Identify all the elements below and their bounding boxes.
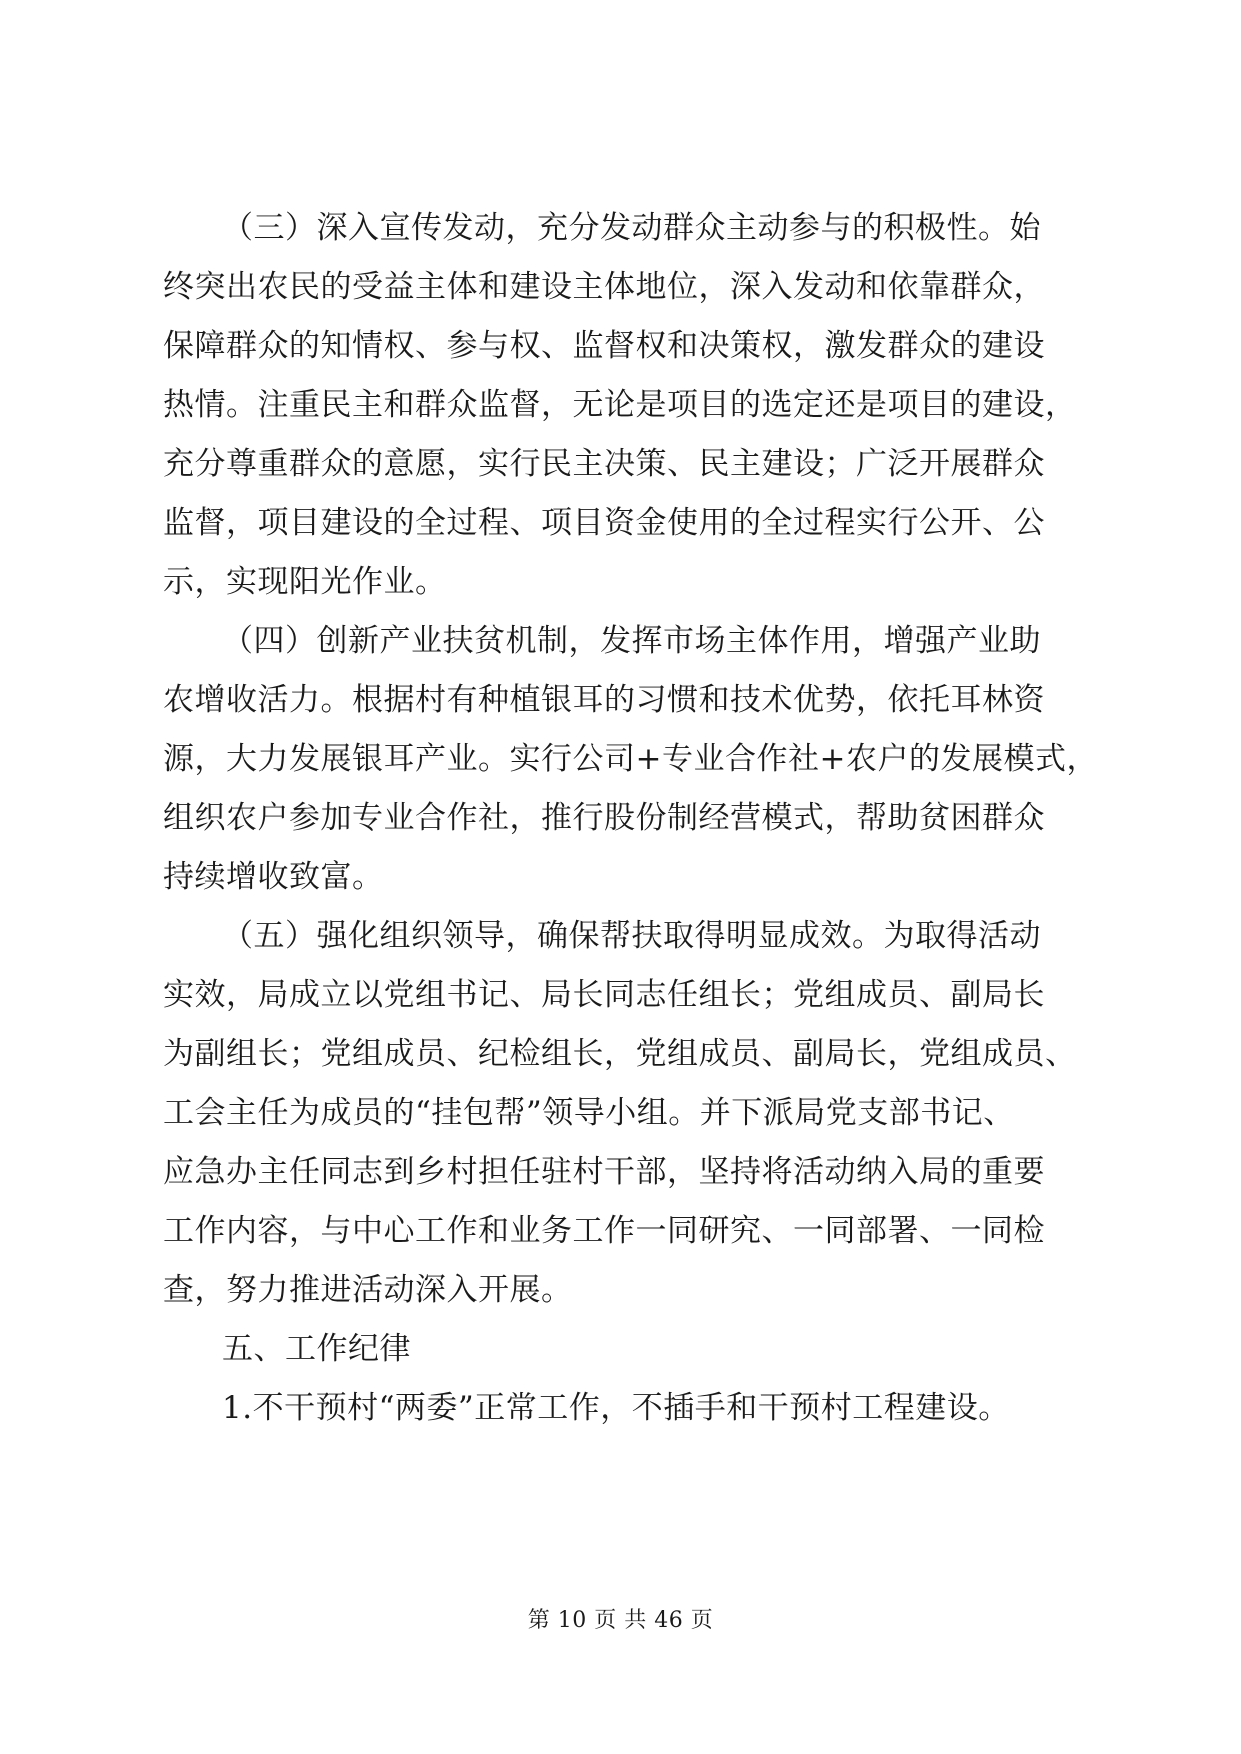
paragraph-line: 热情。注重民主和群众监督，无论是项目的选定还是项目的建设，: [163, 387, 1077, 423]
paragraph-line: 应急办主任同志到乡村担任驻村干部，坚持将活动纳入局的重要: [163, 1154, 1045, 1190]
paragraph-line: 为副组长；党组成员、纪检组长，党组成员、副局长，党组成员、: [163, 1036, 1077, 1072]
paragraph-line: 持续增收致富。: [163, 859, 384, 895]
paragraph-line: 农增收活力。根据村有种植银耳的习惯和技术优势，依托耳林资: [163, 682, 1045, 718]
paragraph-line: （三）深入宣传发动，充分发动群众主动参与的积极性。始: [222, 210, 1041, 246]
paragraph-line: 工作内容，与中心工作和业务工作一同研究、一同部署、一同检: [163, 1213, 1045, 1249]
paragraph-line: 保障群众的知情权、参与权、监督权和决策权，激发群众的建设: [163, 328, 1045, 364]
paragraph-line: 查，努力推进活动深入开展。: [163, 1272, 573, 1308]
list-item: 1.不干预村“两委”正常工作，不插手和干预村工程建设。: [222, 1390, 1010, 1426]
paragraph-line: 实效，局成立以党组书记、局长同志任组长；党组成员、副局长: [163, 977, 1045, 1013]
paragraph-line: 示，实现阳光作业。: [163, 564, 447, 600]
paragraph-line: 充分尊重群众的意愿，实行民主决策、民主建设；广泛开展群众: [163, 446, 1045, 482]
paragraph-line: 终突出农民的受益主体和建设主体地位，深入发动和依靠群众，: [163, 269, 1045, 305]
paragraph-line: 工会主任为成员的“挂包帮”领导小组。并下派局党支部书记、: [163, 1095, 1015, 1131]
paragraph-line: 监督，项目建设的全过程、项目资金使用的全过程实行公开、公: [163, 505, 1045, 541]
paragraph-line: 组织农户参加专业合作社，推行股份制经营模式，帮助贫困群众: [163, 800, 1045, 836]
section-heading: 五、工作纪律: [222, 1331, 411, 1367]
page-number-footer: 第 10 页 共 46 页: [527, 1608, 714, 1633]
paragraph-line: 源，大力发展银耳产业。实行公司+专业合作社+农户的发展模式，: [163, 741, 1098, 777]
paragraph-line: （五）强化组织领导，确保帮扶取得明显成效。为取得活动: [222, 918, 1041, 954]
paragraph-line: （四）创新产业扶贫机制，发挥市场主体作用，增强产业助: [222, 623, 1041, 659]
